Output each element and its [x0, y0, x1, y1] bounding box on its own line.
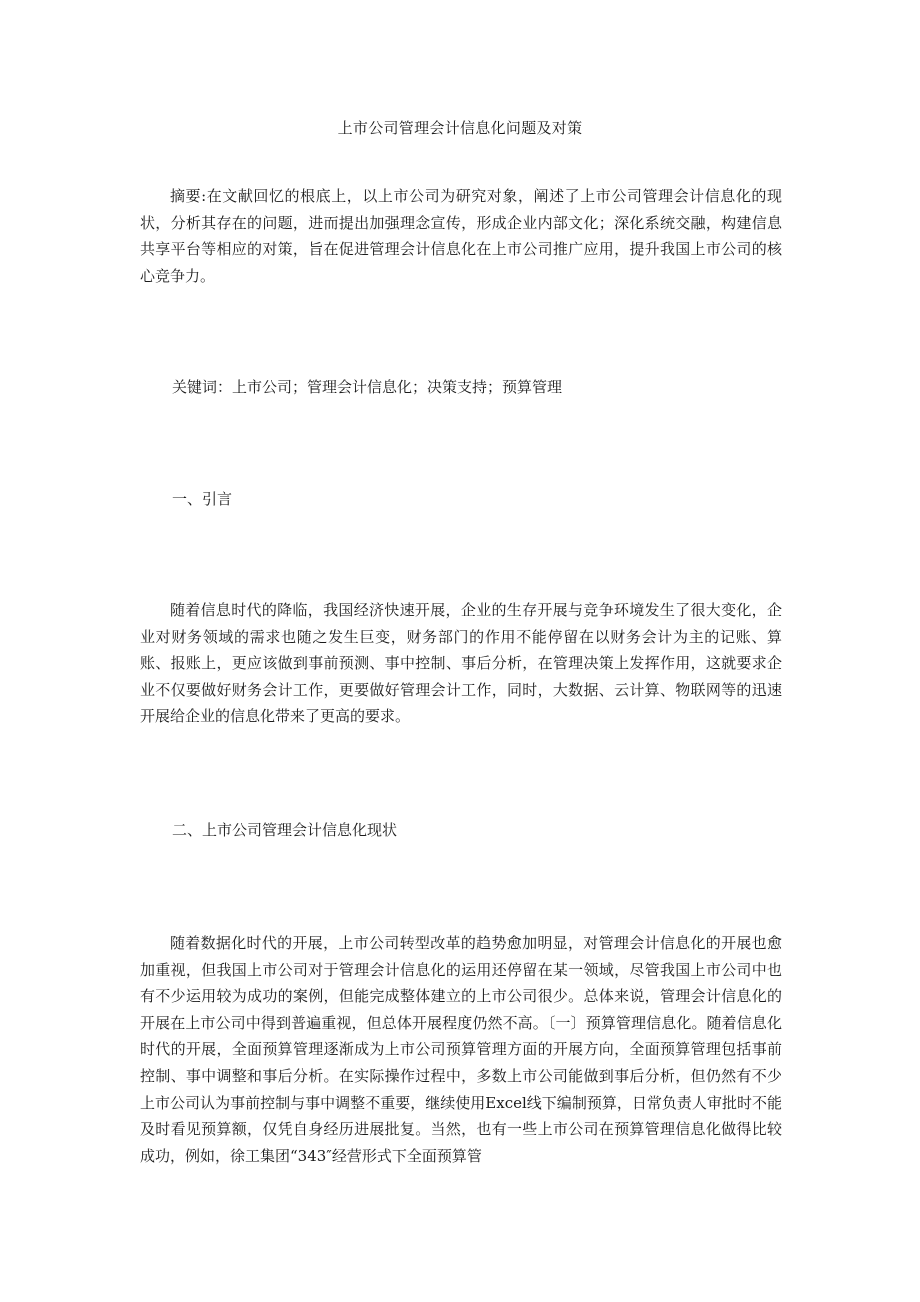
section-1-heading: 一、引言	[172, 490, 233, 508]
section-2-paragraph: 随着数据化时代的开展，上市公司转型改革的趋势愈加明显，对管理会计信息化的开展也愈加重视，但我国上市公司对于管理会计信息化的运用还停留在某一领域，尽管我国上市公司中也有不少运用较为成功的案例，但能完成整体建立的上市公司很少。总体来说，管理会计信息化的开展在上市公司中得到普遍重视，但总体开展程度仍然不高。〔一〕预算管理信息化。随着信息化时代的开展，全面预算管理逐渐成为上市公司预算管理方面的开展方向，全面预算管理包括事前控制、事中调整和事后分析。在实际操作过程中，多数上市公司能做到事后分析，但仍然有不少上市公司认为事前控制与事中调整不重要，继续使用Excel线下编制预算，日常负责人审批时不能及时看见预算额，仅凭自身经历进展批复。当然，也有一些上市公司在预算管理信息化做得比较成功，例如，徐工集团“343″经营形式下全面预算管	[140, 934, 782, 1165]
section-2-heading: 二、上市公司管理会计信息化现状	[172, 821, 398, 839]
document-title: 上市公司管理会计信息化问题及对策	[337, 119, 583, 137]
abstract-label: 摘要:	[170, 187, 207, 205]
abstract-paragraph	[140, 183, 782, 289]
keywords-text: 上市公司；管理会计信息化；决策支持；预算管理	[232, 378, 563, 396]
section-1-paragraph: 随着信息时代的降临，我国经济快速开展，企业的生存开展与竞争环境发生了很大变化，企业对财务领域的需求也随之发生巨变，财务部门的作用不能停留在以财务会计为主的记账、算账、报账上，更应该做到事前预测、事中控制、事后分析，在管理决策上发挥作用，这就要求企业不仅要做好财务会计工作，更要做好管理会计工作，同时，大数据、云计算、物联网等的迅速开展给企业的信息化带来了更高的要求。	[140, 601, 782, 726]
keywords-label: 关键词：	[172, 378, 233, 396]
abstract-text: 在文献回忆的根底上，以上市公司为研究对象，阐述了上市公司管理会计信息化的现状，分析其存在的问题，进而提出加强理念宣传，形成企业内部文化；深化系统交融，构建信息共享平台等相应的对策，旨在促进管理会计信息化在上市公司推广应用，提升我国上市公司的核心竞争力。	[140, 187, 782, 285]
keywords-line	[172, 376, 562, 397]
